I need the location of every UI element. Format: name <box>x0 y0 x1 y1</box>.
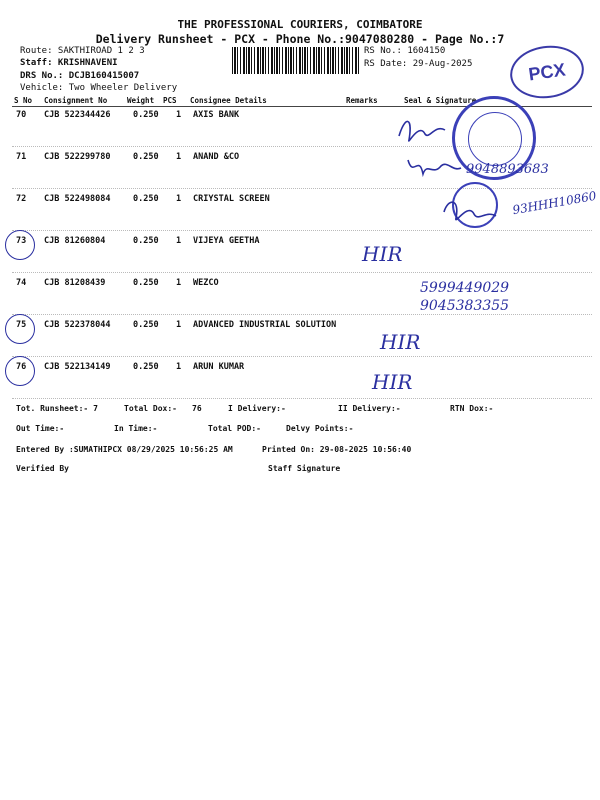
handdrawn-circle <box>5 356 35 386</box>
row-weight: 0.250 <box>133 152 159 162</box>
total-pod-label: Total POD:- <box>208 424 261 433</box>
row-consignee: CRIYSTAL SCREEN <box>193 194 270 204</box>
row-divider <box>12 272 592 273</box>
rs-number: RS No.: 1604150 <box>364 46 446 56</box>
row-divider <box>12 188 592 189</box>
handwritten-remark: HIR <box>380 330 421 354</box>
handdrawn-circle <box>5 314 35 344</box>
pcx-stamp: PCX <box>507 41 588 103</box>
col-header-consignment: Consignment No <box>44 96 108 105</box>
row-weight: 0.250 <box>133 236 159 246</box>
col-header-consignee: Consignee Details <box>190 96 267 105</box>
row-weight: 0.250 <box>133 278 159 288</box>
signature-3 <box>440 194 500 228</box>
handwritten-phone: 93HHH10860 <box>511 188 598 218</box>
row-sno: 70 <box>16 110 27 120</box>
row-sno: 75 <box>16 320 27 330</box>
row-pcs: 1 <box>176 278 182 288</box>
row-consignee: ANAND &CO <box>193 152 240 162</box>
total-dox-label: Total Dox:- <box>124 404 177 413</box>
handwritten-phone: 5999449029 <box>420 280 510 296</box>
row-pcs: 1 <box>176 110 182 120</box>
row-divider <box>12 230 592 231</box>
row-sno: 71 <box>16 152 27 162</box>
barcode-image <box>232 47 360 74</box>
ii-delivery-label: II Delivery:- <box>338 404 401 413</box>
row-sno: 72 <box>16 194 27 204</box>
i-delivery-label: I Delivery:- <box>228 404 286 413</box>
handwritten-remark: HIR <box>372 370 413 394</box>
row-consignee: WEZCO <box>193 278 219 288</box>
row-weight: 0.250 <box>133 320 159 330</box>
row-consignment: CJB 522344426 <box>44 110 111 120</box>
row-consignment: CJB 81208439 <box>44 278 106 288</box>
row-sno: 76 <box>16 362 27 372</box>
company-title: THE PROFESSIONAL COURIERS, COIMBATORE <box>177 18 423 31</box>
row-divider <box>12 356 592 357</box>
rtn-dox-label: RTN Dox:- <box>450 404 494 413</box>
signature-1 <box>395 112 450 148</box>
route-label: Route: SAKTHIROAD 1 2 3 <box>20 46 145 56</box>
col-header-sno: S No <box>14 96 33 105</box>
handdrawn-circle <box>5 230 35 260</box>
col-header-pcs: PCS <box>163 96 177 105</box>
staff-signature-label: Staff Signature <box>268 464 341 473</box>
row-consignee: ARUN KUMAR <box>193 362 245 372</box>
row-sno: 74 <box>16 278 27 288</box>
row-consignment: CJB 522299780 <box>44 152 111 162</box>
row-pcs: 1 <box>176 320 182 330</box>
runsheet-subtitle: Delivery Runsheet - PCX - Phone No.:9047080280 - Page No.:7 <box>95 32 505 46</box>
entered-by: Entered By :SUMATHIPCX 08/29/2025 10:56:25 AM <box>16 445 233 454</box>
row-pcs: 1 <box>176 152 182 162</box>
handwritten-remark: HIR <box>362 242 403 266</box>
delivery-points-label: Delvy Points:- <box>286 424 354 433</box>
total-dox-value: 76 <box>192 404 202 413</box>
row-divider <box>12 398 592 399</box>
col-header-seal-signature: Seal & Signature <box>404 96 477 105</box>
row-consignment: CJB 522134149 <box>44 362 111 372</box>
total-runsheet: Tot. Runsheet:- 7 <box>16 404 98 413</box>
row-consignee: AXIS BANK <box>193 110 240 120</box>
signature-2 <box>405 152 465 182</box>
handwritten-phone: 9948893683 <box>466 162 549 177</box>
verified-by-label: Verified By <box>16 464 69 473</box>
row-pcs: 1 <box>176 362 182 372</box>
row-consignee: VIJEYA GEETHA <box>193 236 260 246</box>
printed-on: Printed On: 29-08-2025 10:56:40 <box>262 445 412 454</box>
row-weight: 0.250 <box>133 362 159 372</box>
row-consignment: CJB 522378044 <box>44 320 111 330</box>
row-weight: 0.250 <box>133 194 159 204</box>
drs-number: DRS No.: DCJB160415007 <box>20 71 140 81</box>
row-weight: 0.250 <box>133 110 159 120</box>
out-time-label: Out Time:- <box>16 424 65 433</box>
rs-date: RS Date: 29-Aug-2025 <box>364 59 473 69</box>
staff-label: Staff: KRISHNAVENI <box>20 58 118 68</box>
col-header-weight: Weight <box>127 96 155 105</box>
row-divider <box>12 314 592 315</box>
row-consignment: CJB 522498084 <box>44 194 111 204</box>
col-header-remarks: Remarks <box>346 96 378 105</box>
handwritten-phone: 9045383355 <box>420 298 510 314</box>
row-sno: 73 <box>16 236 27 246</box>
row-pcs: 1 <box>176 236 182 246</box>
row-pcs: 1 <box>176 194 182 204</box>
row-consignee: ADVANCED INDUSTRIAL SOLUTION <box>193 320 337 330</box>
row-consignment: CJB 81260804 <box>44 236 106 246</box>
in-time-label: In Time:- <box>114 424 158 433</box>
vehicle-label: Vehicle: Two Wheeler Delivery <box>20 83 178 93</box>
